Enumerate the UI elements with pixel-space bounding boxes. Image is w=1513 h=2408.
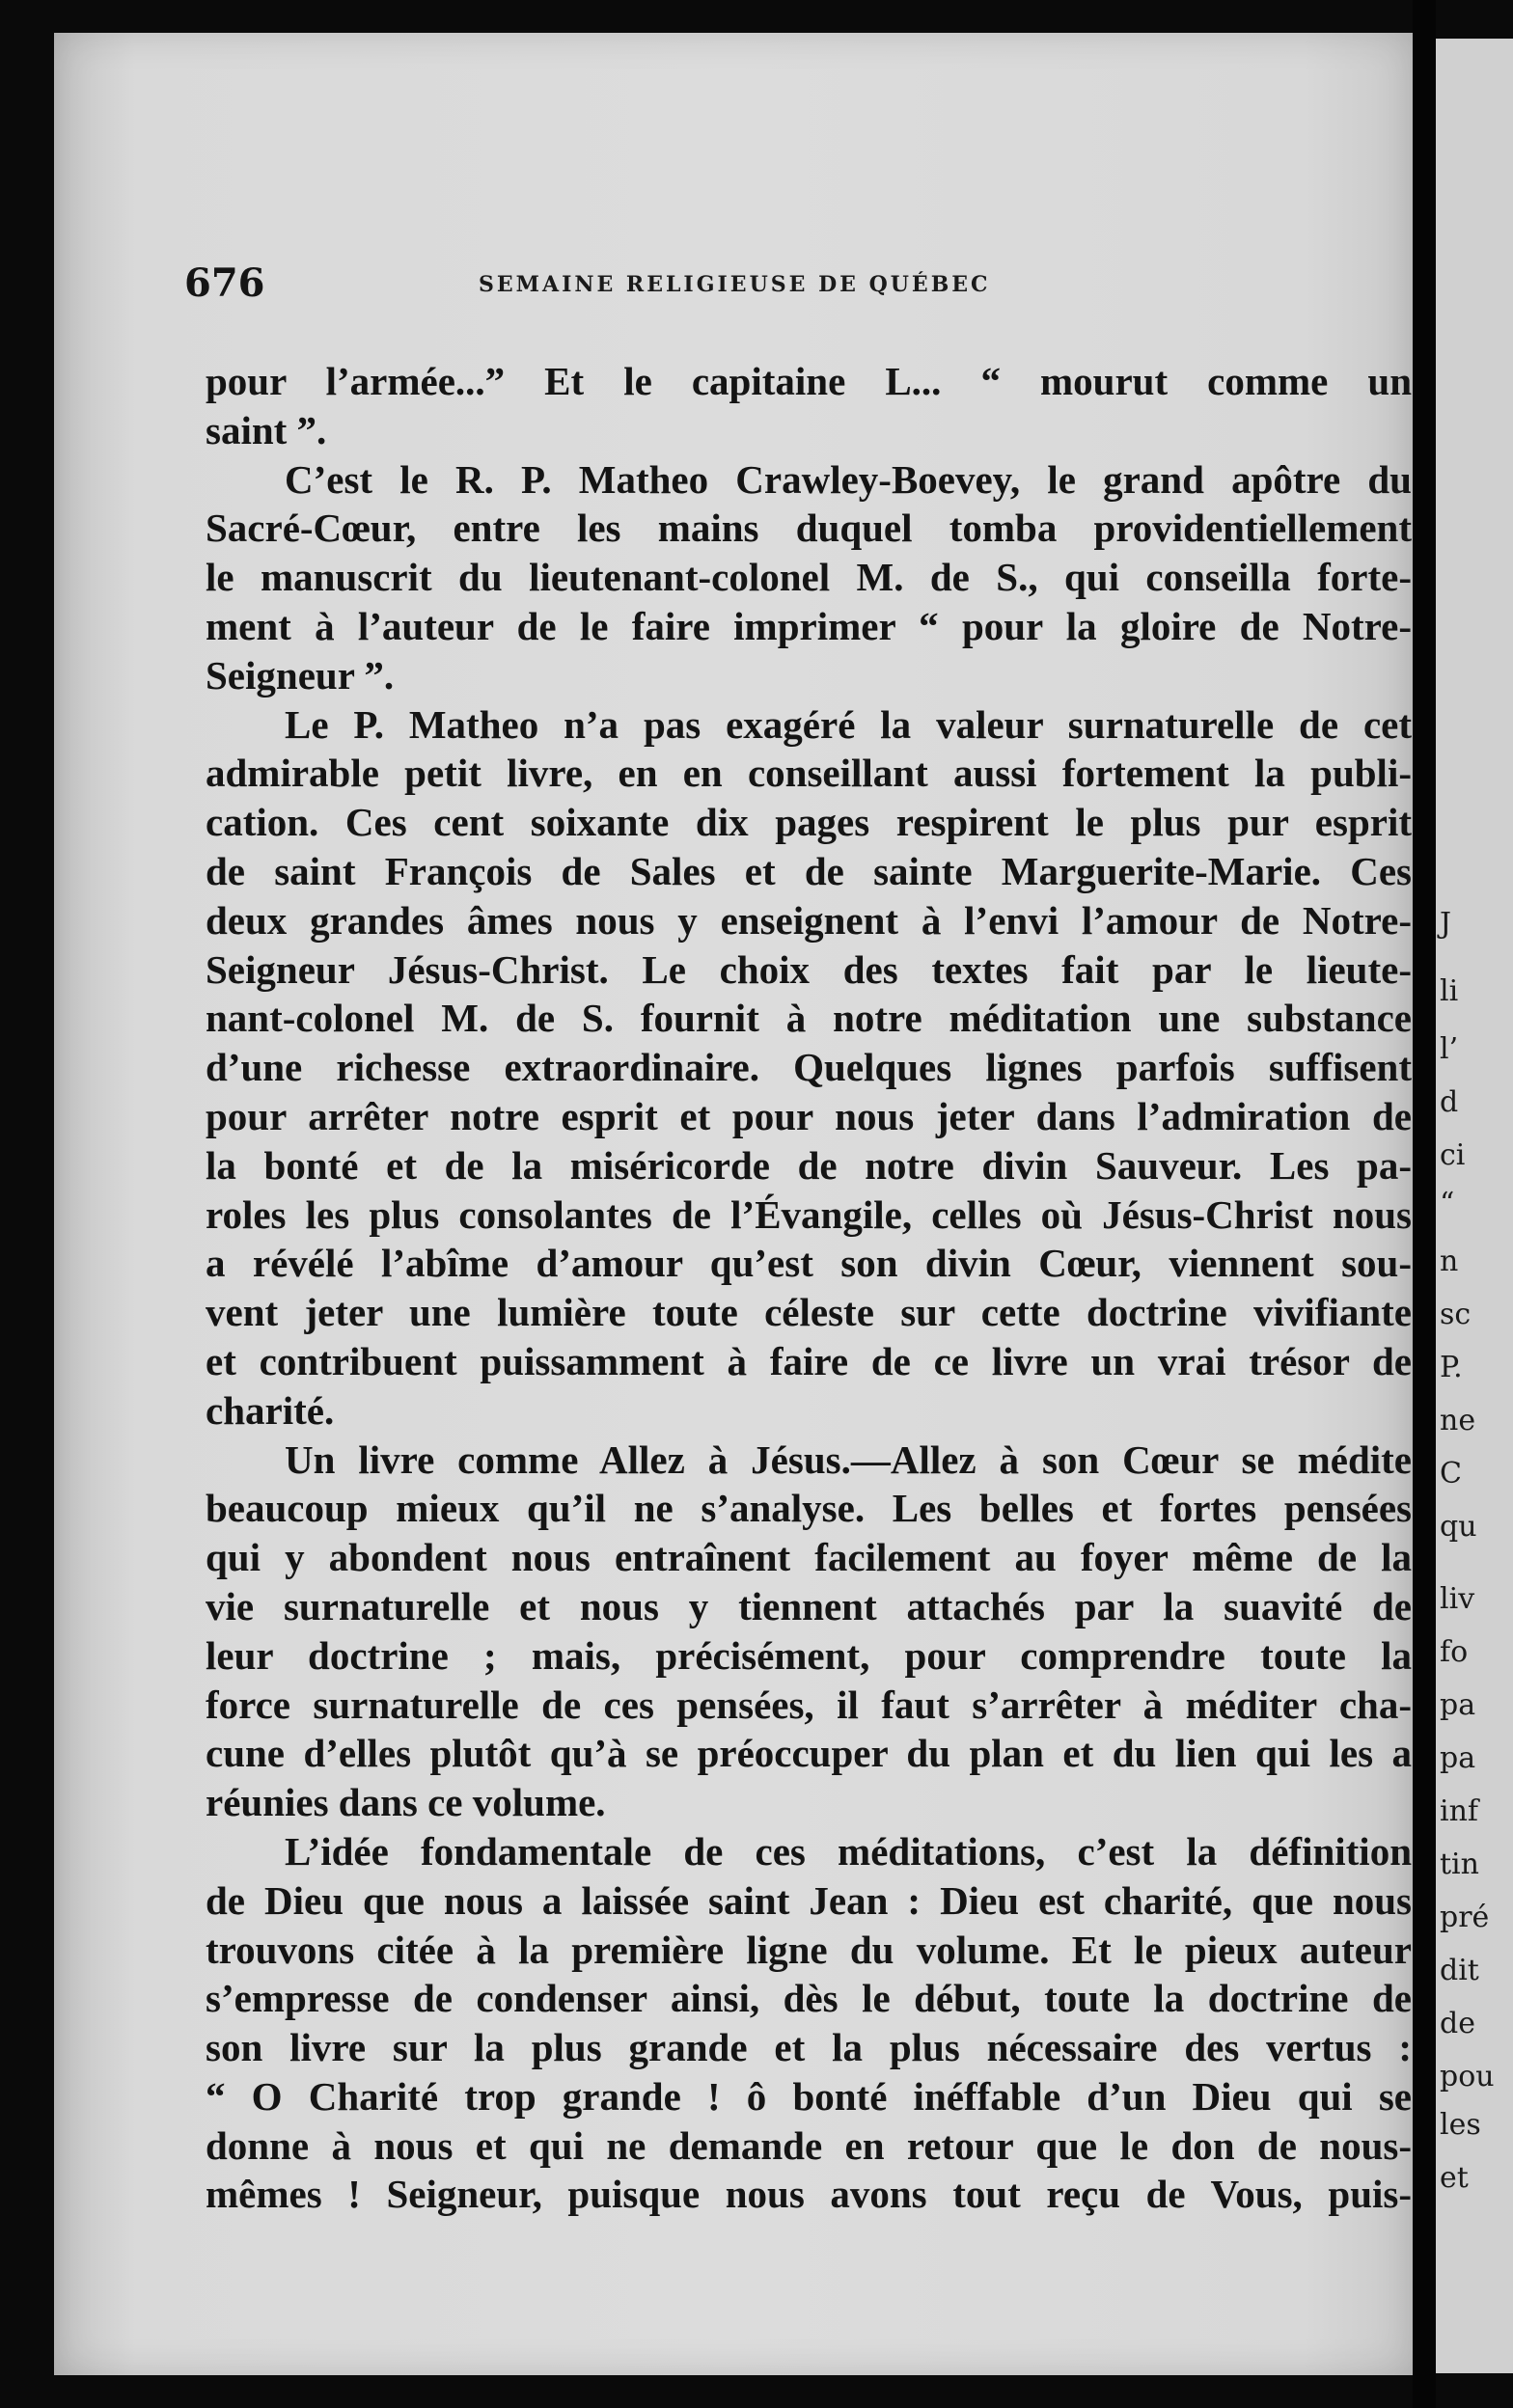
facing-page-fragment: liv xyxy=(1440,1582,1475,1616)
facing-page-fragment: d xyxy=(1440,1085,1459,1119)
facing-page-fragment: fo xyxy=(1440,1635,1469,1669)
text-line: force surnaturelle de ces pensées, il faut s’arrêter à méditer cha- xyxy=(206,1682,1412,1727)
facing-page-fragment: P. xyxy=(1440,1351,1463,1384)
body-text xyxy=(206,357,1412,2219)
text-line: pour arrêter notre esprit et pour nous jeter dans l’admiration de xyxy=(206,1093,1412,1138)
facing-page-fragment: tin xyxy=(1440,1847,1479,1881)
facing-page-fragment: J xyxy=(1440,907,1452,941)
text-line: “ O Charité trop grande ! ô bonté inéffable d’un Dieu qui se xyxy=(206,2073,1412,2119)
text-line: Seigneur Jésus-Christ. Le choix des textes fait par le lieute- xyxy=(206,946,1412,992)
text-line: donne à nous et qui ne demande en retour que le don de nous- xyxy=(206,2122,1412,2168)
text-line: cune d’elles plutôt qu’à se préoccuper du plan et du lien qui les a xyxy=(206,1731,1412,1776)
facing-page-fragment: l’ xyxy=(1440,1032,1459,1066)
book-page xyxy=(54,33,1413,2375)
text-line: de saint François de Sales et de sainte Marguerite-Marie. Ces xyxy=(206,848,1412,893)
facing-page-fragment: pou xyxy=(1440,2060,1495,2093)
facing-page-fragment: et xyxy=(1440,2161,1469,2195)
text-line: Sacré-Cœur, entre les mains duquel tomba providentiellement xyxy=(206,506,1412,551)
text-line: leur doctrine ; mais, précisément, pour comprendre toute la xyxy=(206,1632,1412,1678)
facing-page-fragment: li xyxy=(1440,974,1459,1008)
text-line: son livre sur la plus grande et la plus nécessaire des vertus : xyxy=(206,2025,1412,2070)
text-line: beaucoup mieux qu’il ne s’analyse. Les belles et fortes pensées xyxy=(206,1486,1412,1531)
book-gutter xyxy=(1413,0,1436,2408)
text-line: réunies dans ce volume. xyxy=(206,1780,606,1825)
facing-page-fragment: “ xyxy=(1440,1187,1455,1220)
text-line: s’empresse de condenser ainsi, dès le début, toute la doctrine de xyxy=(206,1976,1412,2021)
text-line: pour l’armée...” Et le capitaine L... “ mourut comme un xyxy=(206,359,1412,403)
text-line: L’idée fondamentale de ces méditations, c’est la définition xyxy=(285,1828,1412,1874)
text-line: deux grandes âmes nous y enseignent à l’envi l’amour de Notre- xyxy=(206,897,1412,943)
facing-page-edge xyxy=(1436,39,1513,2373)
page-number: 676 xyxy=(184,260,265,306)
text-line: vie surnaturelle et nous y tiennent attachés par la suavité de xyxy=(206,1583,1412,1628)
facing-page-fragment: ne xyxy=(1440,1404,1476,1437)
facing-page-fragment: de xyxy=(1440,2007,1475,2040)
facing-page-fragment: pré xyxy=(1440,1901,1490,1934)
text-line: a révélé l’abîme d’amour qu’est son divin Cœur, viennent sou- xyxy=(206,1241,1412,1286)
facing-page-fragment: qu xyxy=(1440,1510,1477,1544)
facing-page-fragment: sc xyxy=(1440,1298,1472,1331)
text-line: mêmes ! Seigneur, puisque nous avons tout reçu de Vous, puis- xyxy=(206,2172,1412,2217)
text-line: qui y abondent nous entraînent facilement au foyer même de la xyxy=(206,1535,1412,1580)
facing-page-fragment: pa xyxy=(1440,1688,1476,1722)
text-line: trouvons citée à la première ligne du volume. Et le pieux auteur xyxy=(206,1927,1412,1972)
text-line: Seigneur ”. xyxy=(206,652,395,698)
text-line: vent jeter une lumière toute céleste sur cette doctrine vivifiante xyxy=(206,1290,1412,1335)
text-line: saint ”. xyxy=(206,407,327,452)
facing-page-fragment: inf xyxy=(1440,1794,1479,1828)
facing-page-fragment: n xyxy=(1440,1245,1459,1278)
text-line: charité. xyxy=(206,1387,335,1433)
text-line: roles les plus consolantes de l’Évangile, celles où Jésus-Christ nous xyxy=(206,1191,1412,1237)
text-line: C’est le R. P. Matheo Crawley-Boevey, le grand apôtre du xyxy=(285,456,1412,502)
facing-page-fragment: dit xyxy=(1440,1954,1479,1987)
facing-page-fragment: pa xyxy=(1440,1741,1476,1775)
text-line: cation. Ces cent soixante dix pages respirent le plus pur esprit xyxy=(206,800,1412,845)
facing-page-fragment: C xyxy=(1440,1457,1462,1491)
text-line: d’une richesse extraordinaire. Quelques lignes parfois suffisent xyxy=(206,1045,1412,1090)
text-line: le manuscrit du lieutenant-colonel M. de S., qui conseilla forte- xyxy=(206,555,1412,600)
text-line: et contribuent puissamment à faire de ce livre un vrai trésor de xyxy=(206,1338,1412,1383)
facing-page-fragment: ci xyxy=(1440,1138,1466,1172)
text-line: admirable petit livre, en en conseillant aussi fortement la publi- xyxy=(206,751,1412,796)
text-line: nant-colonel M. de S. fournit à notre méditation une substance xyxy=(206,996,1412,1041)
text-line: ment à l’auteur de le faire imprimer “ pour la gloire de Notre- xyxy=(206,603,1412,648)
text-line: de Dieu que nous a laissée saint Jean : Dieu est charité, que nous xyxy=(206,1877,1412,1923)
facing-page-fragment: les xyxy=(1440,2108,1481,2142)
text-line: la bonté et de la miséricorde de notre divin Sauveur. Les pa- xyxy=(206,1142,1412,1188)
text-line: Le P. Matheo n’a pas exagéré la valeur surnaturelle de cet xyxy=(285,701,1412,747)
text-line: Un livre comme Allez à Jésus.—Allez à son Cœur se médite xyxy=(285,1437,1412,1482)
running-head: SEMAINE RELIGIEUSE DE QUÉBEC xyxy=(479,272,991,297)
page-header xyxy=(54,260,1413,318)
